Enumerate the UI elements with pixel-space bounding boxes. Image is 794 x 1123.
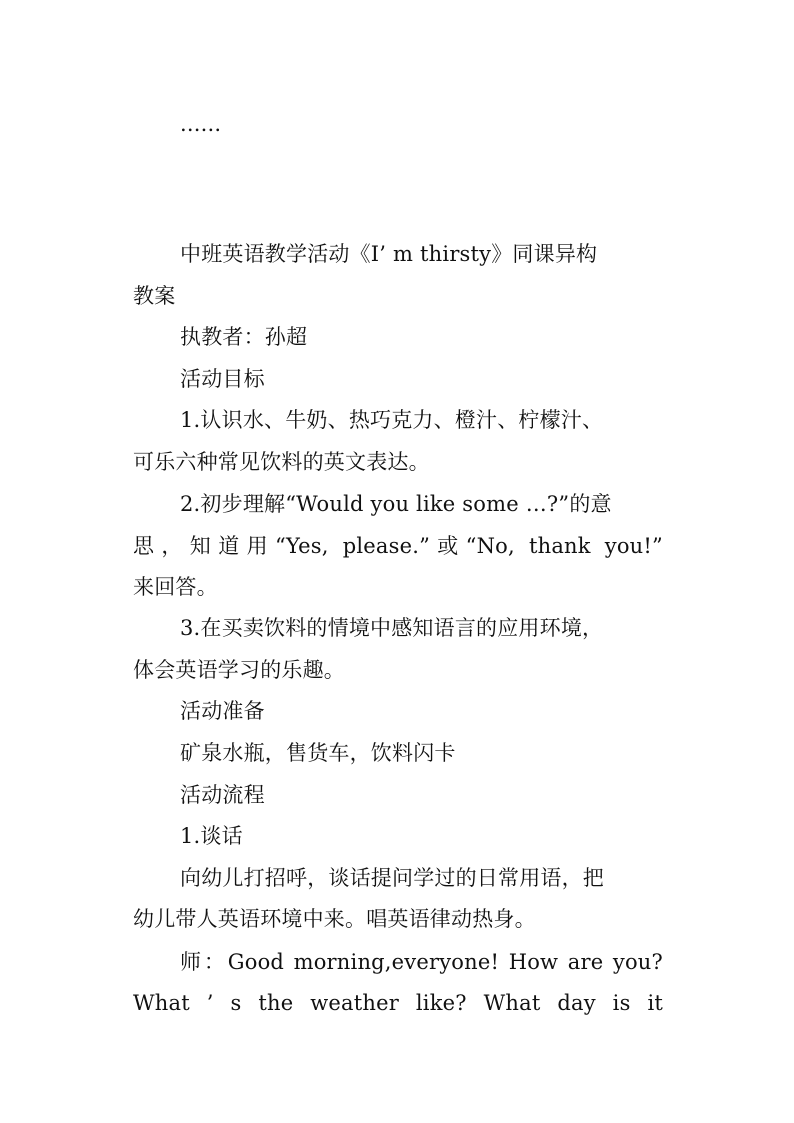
goal-2-line-2: 思，知道用“Yes, please.”或“No, thank you!” [133, 534, 663, 558]
step-1-line-1: 向幼儿打招呼，谈话提问学过的日常用语，把 [180, 866, 604, 890]
goal-3-line-2: 体会英语学习的乐趣。 [133, 658, 345, 682]
teacher-line: 执教者：孙超 [180, 325, 308, 349]
step-1-title: 1.谈话 [180, 824, 243, 848]
step-1-line-2: 幼儿带人英语环境中来。唱英语律动热身。 [133, 907, 536, 931]
title-line-1: 中班英语教学活动《I’ m thirsty》同课异构 [180, 242, 598, 266]
title-line-2: 教案 [133, 284, 176, 308]
section-heading-goals: 活动目标 [180, 367, 265, 391]
dialog-line-2: What ’ s the weather like? What day is it [133, 991, 663, 1015]
section-heading-preparation: 活动准备 [180, 699, 265, 723]
dialog-line-1: 师：Good morning,everyone! How are you? [180, 950, 663, 974]
section-heading-process: 活动流程 [180, 783, 265, 807]
goal-2-line-1: 2.初步理解“Would you like some …?”的意 [180, 492, 612, 516]
ellipsis-text: ...... [180, 112, 222, 136]
goal-3-line-1: 3.在买卖饮料的情境中感知语言的应用环境， [180, 616, 604, 640]
goal-1-line-1: 1.认识水、牛奶、热巧克力、橙汁、柠檬汁、 [180, 408, 604, 432]
goal-1-line-2: 可乐六种常见饮料的英文表达。 [133, 450, 430, 474]
preparation-items: 矿泉水瓶，售货车，饮料闪卡 [180, 741, 456, 765]
goal-2-line-3: 来回答。 [133, 575, 218, 599]
